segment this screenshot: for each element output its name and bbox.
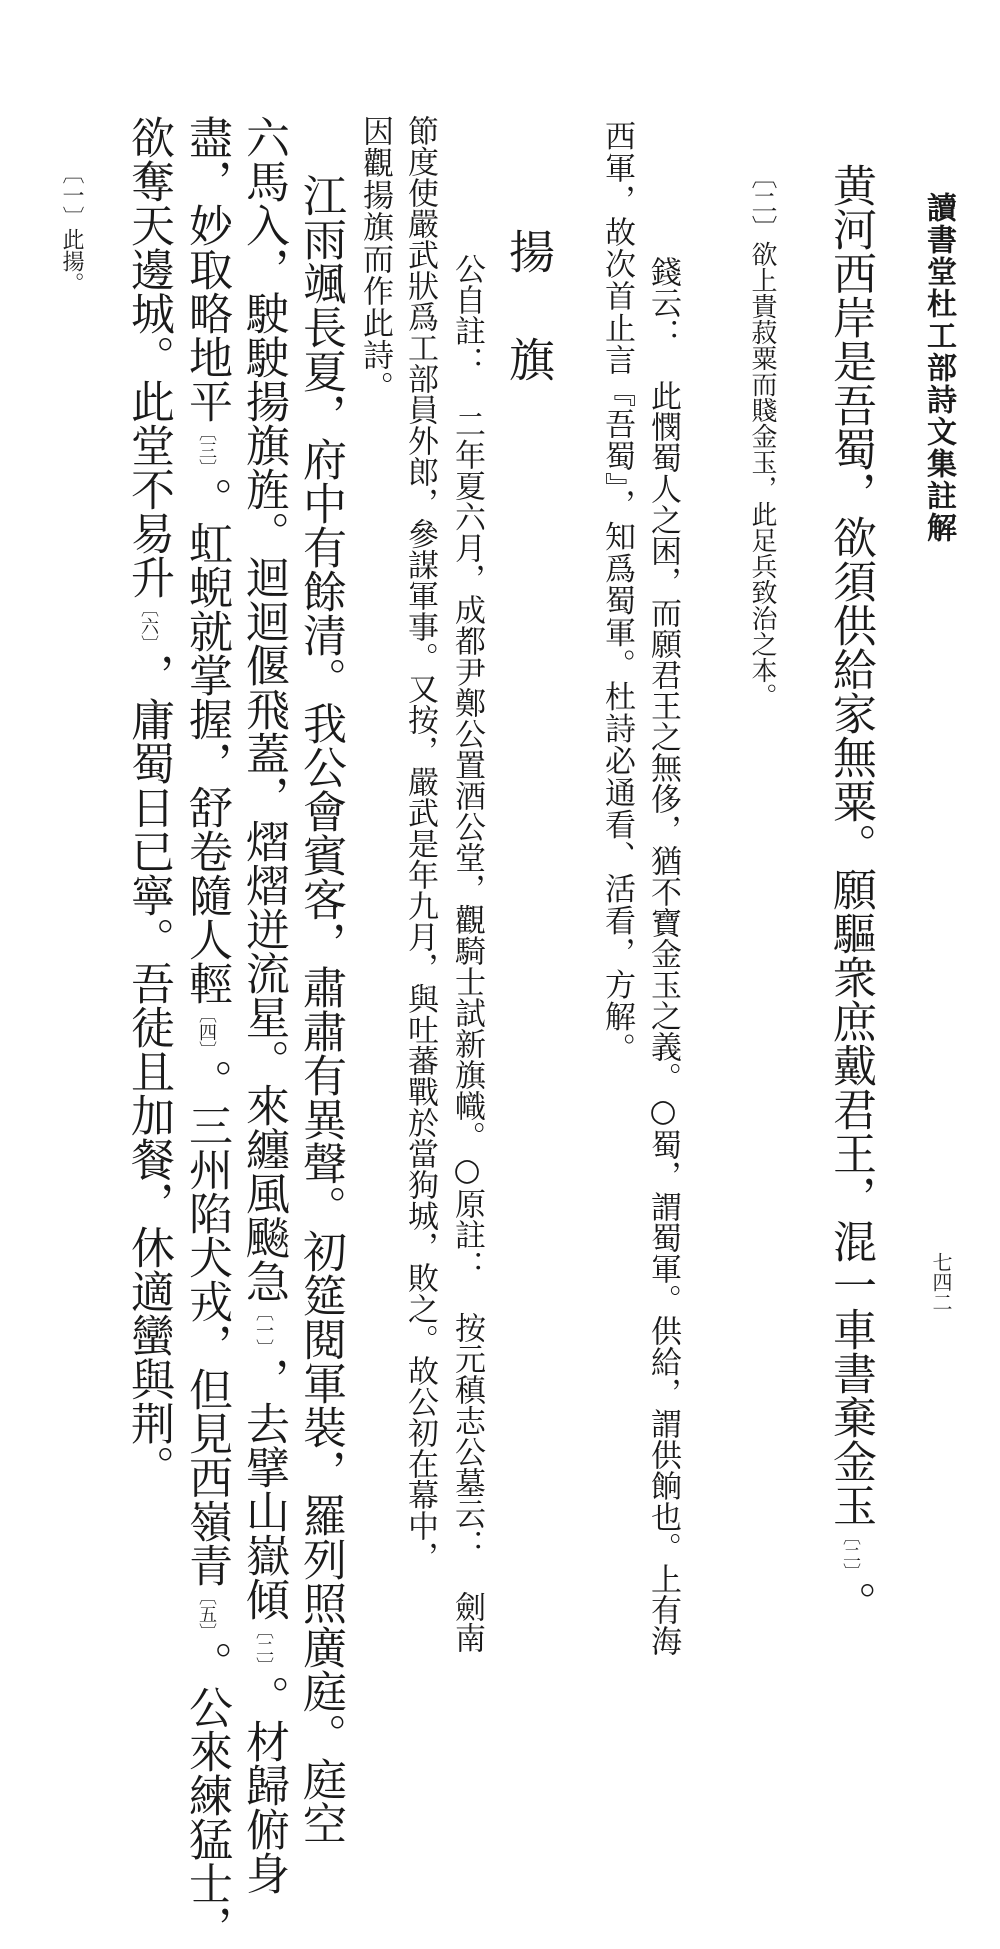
book-title: 讀書堂杜工部詩文集註解 [921,192,956,544]
footnote-ref: 〔三〕 [196,423,217,477]
prev-footnote: 〔二〕欲上貴菽粟而賤金玉，此足兵致治之本。 [747,163,777,709]
poem-text: 。虹蜺就掌握，舒卷隨人輕 [181,477,232,1005]
preface-line-3: 因觀揚旗而作此詩。 [357,115,393,403]
footnote: 〔一〕此揚。 [59,162,84,294]
footnote-ref: 〔四〕 [196,1005,217,1059]
prev-commentary-line-1: 錢云： 此憫蜀人之困，而願君王之無侈，猶不寶金玉之義。○蜀，謂蜀軍。供給，謂供餉也。上有海 [645,256,681,1656]
prev-poem-text: 黄河西岸是吾蜀，欲須供給家無粟。願驅衆庶戴君王，混一車書棄金玉 [825,163,876,1527]
poem-title: 揚旗 [502,228,556,444]
prev-commentary-line-2: 西軍，故次首止言『吾蜀』，知爲蜀軍。杜詩必通看、活看，方解。 [599,120,635,1065]
footnote-ref: 〔六〕 [138,599,159,653]
poem-text: ，庸蜀日已寧。吾徒且加餐，休適蠻與荆。 [123,653,174,1489]
page-number: 七四二 [929,1252,953,1312]
poem-text: 。三州陷犬戎，但見西嶺青 [181,1059,232,1587]
poem-text: 欲奪天邊城。此堂不易升 [123,115,174,599]
footnote-ref: 〔一〕 [253,1303,274,1357]
poem-text: 。公來練猛士， [181,1641,232,1949]
poem-column-4 [123,115,174,1489]
prev-poem-end: 。 [825,1581,876,1625]
preface-line-1: 公自註： 二年夏六月，成都尹鄭公置酒公堂，觀騎士試新旗幟。○原註： 按元稹志公墓云： 劍南 [449,253,485,1653]
poem-text: ，去擘山嶽傾 [238,1357,289,1621]
poem-text: 。材歸俯身 [238,1675,289,1895]
poem-column-2 [238,115,289,1895]
footnote-ref: 〔二〕 [253,1621,274,1675]
footnote-ref: 〔二〕 [840,1527,861,1581]
preface-line-2: 節度使嚴武狀爲工部員外郎，參謀軍事。又按，嚴武是年九月，與吐蕃戰於當狗城，敗之。故公初在幕中， [402,115,438,1572]
poem-column-1: 江雨颯長夏，府中有餘清。我公會賓客，肅肅有異聲。初筵閱軍裝，羅列照廣庭。庭空 [295,173,346,1845]
poem-text: 六馬入，駛駛揚旗旌。迴迴偃飛蓋，熠熠迸流星。來纏風飈急 [238,115,289,1303]
poem-text: 盡，妙取略地平 [181,115,232,423]
poem-column-3 [181,115,232,1949]
prev-poem-line [825,163,876,1625]
footnote-ref: 〔五〕 [196,1587,217,1641]
